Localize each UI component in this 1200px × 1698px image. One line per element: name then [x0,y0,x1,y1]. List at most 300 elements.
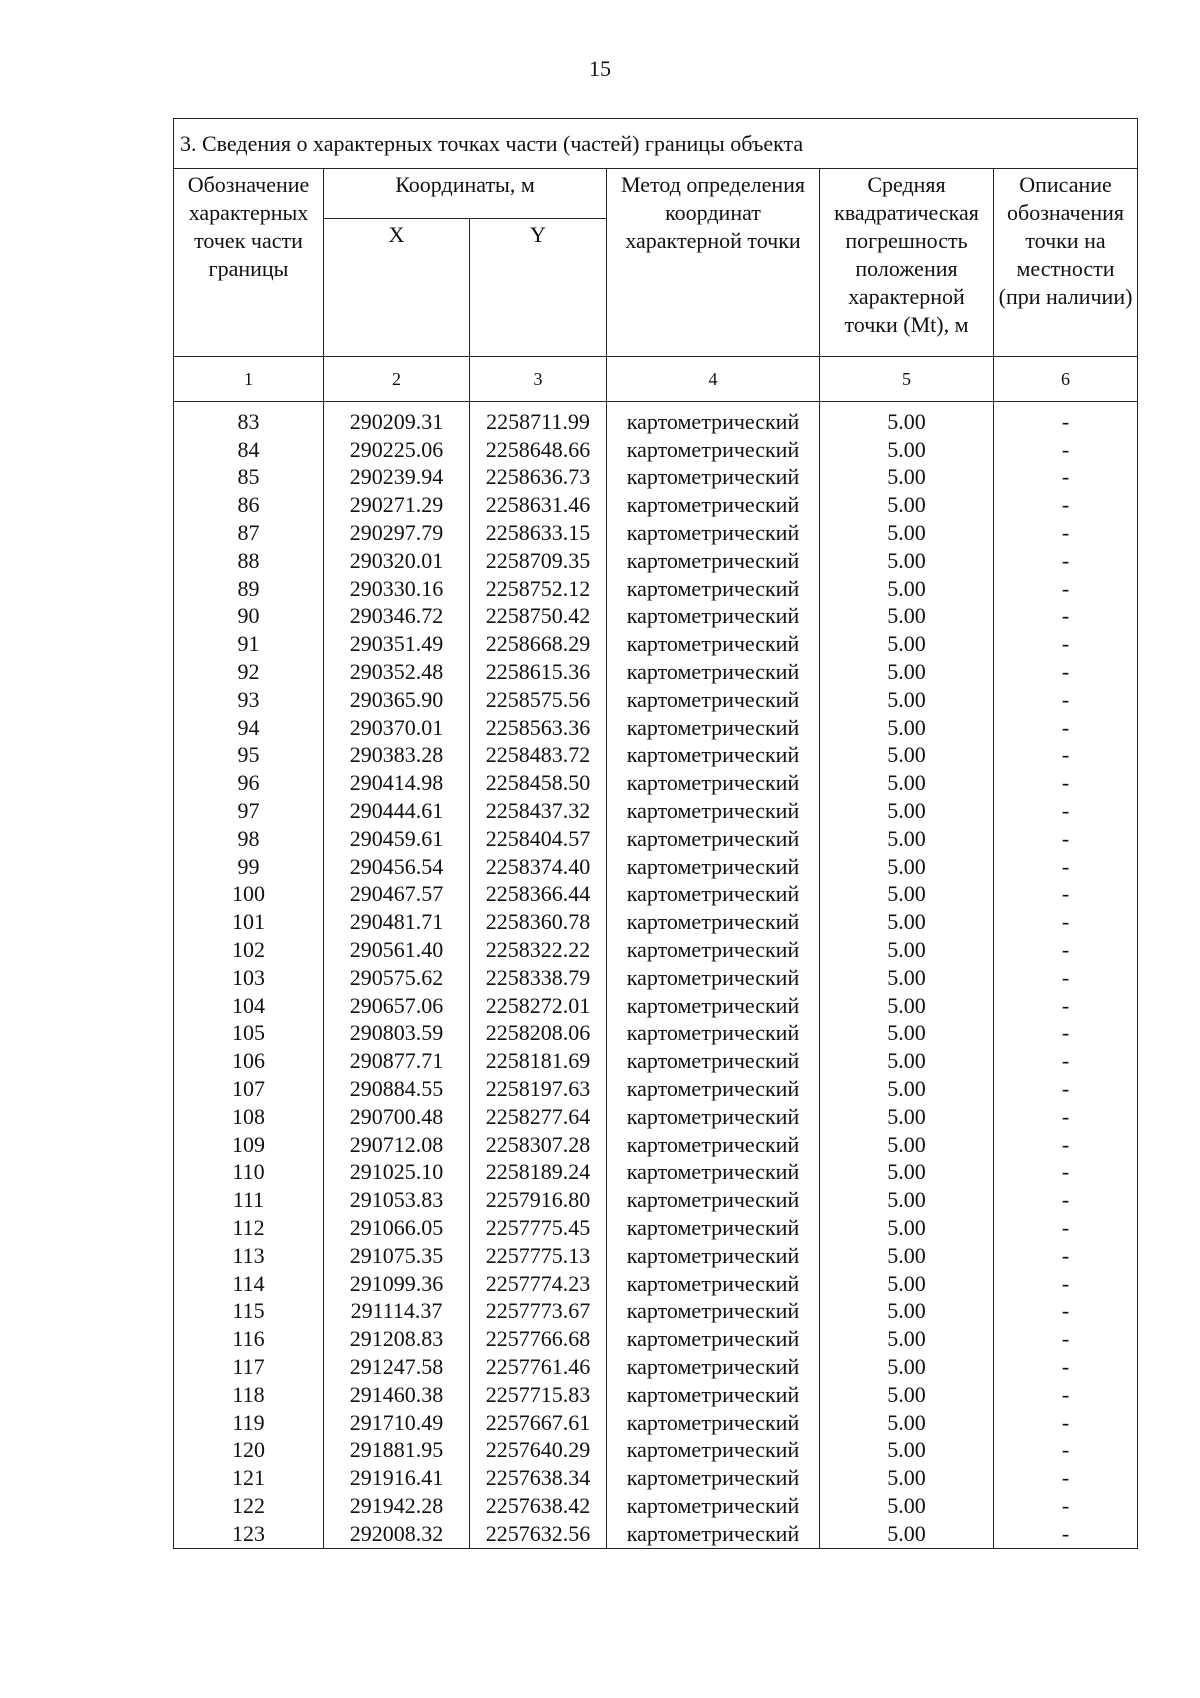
y-coordinate-cell: 2258181.69 [470,1047,607,1075]
error-cell: 5.00 [820,825,994,853]
description-cell: - [994,1464,1138,1492]
table-row [174,797,1138,825]
error-cell: 5.00 [820,1214,994,1242]
x-coordinate-cell: 290459.61 [324,825,470,853]
description-cell: - [994,1214,1138,1242]
header-coordinates: Координаты, м [324,169,607,219]
point-number-cell: 106 [174,1047,324,1075]
header-y: Y [470,219,607,357]
method-cell: картометрический [607,464,820,492]
x-coordinate-cell: 291460.38 [324,1381,470,1409]
point-number-cell: 109 [174,1131,324,1159]
description-cell: - [994,408,1138,436]
point-number-cell: 97 [174,797,324,825]
point-number-cell: 98 [174,825,324,853]
description-cell: - [994,1381,1138,1409]
x-coordinate-cell: 290700.48 [324,1103,470,1131]
description-cell: - [994,1492,1138,1520]
description-cell: - [994,1353,1138,1381]
point-number-cell: 121 [174,1464,324,1492]
point-number-cell: 123 [174,1520,324,1548]
header-method: Метод определения координат характерной точки [607,169,820,357]
x-coordinate-cell: 290657.06 [324,992,470,1020]
x-coordinate-cell: 290225.06 [324,436,470,464]
table-row [174,408,1138,436]
y-coordinate-cell: 2257715.83 [470,1381,607,1409]
error-cell: 5.00 [820,1047,994,1075]
description-cell: - [994,686,1138,714]
description-cell: - [994,714,1138,742]
table-row [174,714,1138,742]
x-coordinate-cell: 290456.54 [324,853,470,881]
table-row [174,1242,1138,1270]
point-number-cell: 118 [174,1381,324,1409]
x-coordinate-cell: 290320.01 [324,547,470,575]
description-cell: - [994,797,1138,825]
table-row [174,575,1138,603]
x-coordinate-cell: 290884.55 [324,1075,470,1103]
method-cell: картометрический [607,686,820,714]
error-cell: 5.00 [820,1186,994,1214]
description-cell: - [994,1047,1138,1075]
y-coordinate-cell: 2257916.80 [470,1186,607,1214]
error-cell: 5.00 [820,575,994,603]
description-cell: - [994,575,1138,603]
description-cell: - [994,964,1138,992]
table-row [174,1131,1138,1159]
point-number-cell: 107 [174,1075,324,1103]
table-row [174,1047,1138,1075]
point-number-cell: 112 [174,1214,324,1242]
method-cell: картометрический [607,575,820,603]
point-number-cell: 120 [174,1436,324,1464]
error-cell: 5.00 [820,464,994,492]
error-cell: 5.00 [820,686,994,714]
x-coordinate-cell: 291053.83 [324,1186,470,1214]
error-cell: 5.00 [820,1131,994,1159]
column-number-row [174,357,1138,402]
error-cell: 5.00 [820,491,994,519]
point-number-cell: 119 [174,1409,324,1437]
point-number-cell: 88 [174,547,324,575]
description-cell: - [994,1409,1138,1437]
method-cell: картометрический [607,408,820,436]
x-coordinate-cell: 290352.48 [324,658,470,686]
table-row [174,1353,1138,1381]
method-cell: картометрический [607,1298,820,1326]
error-cell: 5.00 [820,769,994,797]
point-number-cell: 96 [174,769,324,797]
header-x: X [324,219,470,357]
y-coordinate-cell: 2258189.24 [470,1159,607,1187]
point-number-cell: 111 [174,1186,324,1214]
table-row [174,686,1138,714]
y-coordinate-cell: 2258633.15 [470,519,607,547]
error-cell: 5.00 [820,1325,994,1353]
method-cell: картометрический [607,881,820,909]
table-row [174,853,1138,881]
method-cell: картометрический [607,1186,820,1214]
y-coordinate-cell: 2258322.22 [470,936,607,964]
x-coordinate-cell: 291916.41 [324,1464,470,1492]
header-designation: Обозначение характерных точек части границы [174,169,324,357]
table-row [174,881,1138,909]
table-row [174,547,1138,575]
point-number-cell: 91 [174,630,324,658]
y-coordinate-cell: 2258631.46 [470,491,607,519]
method-cell: картометрический [607,936,820,964]
point-number-cell: 117 [174,1353,324,1381]
point-number-cell: 102 [174,936,324,964]
error-cell: 5.00 [820,1242,994,1270]
table-row [174,825,1138,853]
column-number: 6 [994,357,1138,402]
method-cell: картометрический [607,547,820,575]
error-cell: 5.00 [820,1492,994,1520]
y-coordinate-cell: 2258208.06 [470,1020,607,1048]
error-cell: 5.00 [820,1075,994,1103]
point-number-cell: 90 [174,603,324,631]
description-cell: - [994,1075,1138,1103]
method-cell: картометрический [607,1075,820,1103]
table-row [174,658,1138,686]
point-number-cell: 103 [174,964,324,992]
x-coordinate-cell: 291114.37 [324,1298,470,1326]
point-number-cell: 92 [174,658,324,686]
method-cell: картометрический [607,1020,820,1048]
method-cell: картометрический [607,992,820,1020]
y-coordinate-cell: 2257774.23 [470,1270,607,1298]
method-cell: картометрический [607,1214,820,1242]
error-cell: 5.00 [820,1298,994,1326]
y-coordinate-cell: 2257638.42 [470,1492,607,1520]
error-cell: 5.00 [820,1159,994,1187]
error-cell: 5.00 [820,547,994,575]
method-cell: картометрический [607,853,820,881]
description-cell: - [994,491,1138,519]
x-coordinate-cell: 291942.28 [324,1492,470,1520]
table-row [174,908,1138,936]
description-cell: - [994,936,1138,964]
description-cell: - [994,881,1138,909]
point-number-cell: 93 [174,686,324,714]
y-coordinate-cell: 2257766.68 [470,1325,607,1353]
y-coordinate-cell: 2258709.35 [470,547,607,575]
table-row [174,1103,1138,1131]
point-number-cell: 116 [174,1325,324,1353]
method-cell: картометрический [607,908,820,936]
y-coordinate-cell: 2258711.99 [470,408,607,436]
error-cell: 5.00 [820,519,994,547]
description-cell: - [994,1242,1138,1270]
column-number: 1 [174,357,324,402]
error-cell: 5.00 [820,1270,994,1298]
table-row [174,964,1138,992]
error-cell: 5.00 [820,1103,994,1131]
header-description: Описание обозначения точки на местности (при наличии) [994,169,1138,357]
point-number-cell: 94 [174,714,324,742]
method-cell: картометрический [607,1520,820,1548]
method-cell: картометрический [607,1047,820,1075]
x-coordinate-cell: 291099.36 [324,1270,470,1298]
column-number: 3 [470,357,607,402]
x-coordinate-cell: 290803.59 [324,1020,470,1048]
point-number-cell: 108 [174,1103,324,1131]
y-coordinate-cell: 2258437.32 [470,797,607,825]
y-coordinate-cell: 2258615.36 [470,658,607,686]
x-coordinate-cell: 290712.08 [324,1131,470,1159]
x-coordinate-cell: 290370.01 [324,714,470,742]
y-coordinate-cell: 2257640.29 [470,1436,607,1464]
method-cell: картометрический [607,1492,820,1520]
x-coordinate-cell: 291247.58 [324,1353,470,1381]
x-coordinate-cell: 290271.29 [324,491,470,519]
y-coordinate-cell: 2257773.67 [470,1298,607,1326]
method-cell: картометрический [607,519,820,547]
description-cell: - [994,519,1138,547]
point-number-cell: 100 [174,881,324,909]
point-number-cell: 104 [174,992,324,1020]
description-cell: - [994,436,1138,464]
method-cell: картометрический [607,491,820,519]
description-cell: - [994,464,1138,492]
column-number: 4 [607,357,820,402]
x-coordinate-cell: 290365.90 [324,686,470,714]
point-number-cell: 85 [174,464,324,492]
error-cell: 5.00 [820,1520,994,1548]
y-coordinate-cell: 2258752.12 [470,575,607,603]
y-coordinate-cell: 2257632.56 [470,1520,607,1548]
description-cell: - [994,1298,1138,1326]
y-coordinate-cell: 2258575.56 [470,686,607,714]
description-cell: - [994,630,1138,658]
point-number-cell: 86 [174,491,324,519]
table-row [174,1270,1138,1298]
x-coordinate-cell: 291066.05 [324,1214,470,1242]
description-cell: - [994,1131,1138,1159]
point-number-cell: 105 [174,1020,324,1048]
point-number-cell: 83 [174,408,324,436]
method-cell: картометрический [607,1464,820,1492]
method-cell: картометрический [607,630,820,658]
error-cell: 5.00 [820,964,994,992]
point-number-cell: 95 [174,742,324,770]
description-cell: - [994,1325,1138,1353]
y-coordinate-cell: 2257775.45 [470,1214,607,1242]
method-cell: картометрический [607,742,820,770]
x-coordinate-cell: 291025.10 [324,1159,470,1187]
table-row [174,1436,1138,1464]
description-cell: - [994,825,1138,853]
table-row [174,1298,1138,1326]
method-cell: картометрический [607,1409,820,1437]
error-cell: 5.00 [820,630,994,658]
error-cell: 5.00 [820,992,994,1020]
method-cell: картометрический [607,1242,820,1270]
point-number-cell: 122 [174,1492,324,1520]
x-coordinate-cell: 292008.32 [324,1520,470,1548]
y-coordinate-cell: 2258648.66 [470,436,607,464]
error-cell: 5.00 [820,658,994,686]
column-number: 5 [820,357,994,402]
point-number-cell: 89 [174,575,324,603]
table-row [174,769,1138,797]
point-number-cell: 84 [174,436,324,464]
x-coordinate-cell: 290444.61 [324,797,470,825]
table-row [174,936,1138,964]
y-coordinate-cell: 2258483.72 [470,742,607,770]
y-coordinate-cell: 2258338.79 [470,964,607,992]
description-cell: - [994,1436,1138,1464]
error-cell: 5.00 [820,714,994,742]
table-row [174,1075,1138,1103]
y-coordinate-cell: 2258272.01 [470,992,607,1020]
error-cell: 5.00 [820,742,994,770]
table-row [174,491,1138,519]
table-row [174,1159,1138,1187]
x-coordinate-cell: 290297.79 [324,519,470,547]
description-cell: - [994,1020,1138,1048]
x-coordinate-cell: 290346.72 [324,603,470,631]
error-cell: 5.00 [820,936,994,964]
method-cell: картометрический [607,797,820,825]
x-coordinate-cell: 290383.28 [324,742,470,770]
description-cell: - [994,1270,1138,1298]
table-row [174,1520,1138,1548]
y-coordinate-cell: 2258636.73 [470,464,607,492]
description-cell: - [994,1520,1138,1548]
table-row [174,630,1138,658]
table-row [174,1214,1138,1242]
description-cell: - [994,992,1138,1020]
method-cell: картометрический [607,825,820,853]
y-coordinate-cell: 2257775.13 [470,1242,607,1270]
description-cell: - [994,1186,1138,1214]
description-cell: - [994,908,1138,936]
description-cell: - [994,1159,1138,1187]
method-cell: картометрический [607,964,820,992]
description-cell: - [994,853,1138,881]
x-coordinate-cell: 290351.49 [324,630,470,658]
y-coordinate-cell: 2258197.63 [470,1075,607,1103]
table-row [174,1464,1138,1492]
method-cell: картометрический [607,1325,820,1353]
y-coordinate-cell: 2258277.64 [470,1103,607,1131]
boundary-points-table [173,118,1138,1549]
description-cell: - [994,658,1138,686]
table-row [174,1186,1138,1214]
x-coordinate-cell: 290575.62 [324,964,470,992]
y-coordinate-cell: 2258360.78 [470,908,607,936]
y-coordinate-cell: 2258404.57 [470,825,607,853]
x-coordinate-cell: 291075.35 [324,1242,470,1270]
error-cell: 5.00 [820,1381,994,1409]
error-cell: 5.00 [820,408,994,436]
method-cell: картометрический [607,714,820,742]
x-coordinate-cell: 290330.16 [324,575,470,603]
point-number-cell: 101 [174,908,324,936]
y-coordinate-cell: 2258458.50 [470,769,607,797]
error-cell: 5.00 [820,436,994,464]
y-coordinate-cell: 2258750.42 [470,603,607,631]
error-cell: 5.00 [820,603,994,631]
x-coordinate-cell: 291881.95 [324,1436,470,1464]
method-cell: картометрический [607,436,820,464]
y-coordinate-cell: 2257638.34 [470,1464,607,1492]
x-coordinate-cell: 290481.71 [324,908,470,936]
error-cell: 5.00 [820,881,994,909]
method-cell: картометрический [607,1381,820,1409]
table-row [174,436,1138,464]
method-cell: картометрический [607,658,820,686]
x-coordinate-cell: 291208.83 [324,1325,470,1353]
y-coordinate-cell: 2257761.46 [470,1353,607,1381]
point-number-cell: 87 [174,519,324,547]
table-row [174,1381,1138,1409]
y-coordinate-cell: 2258307.28 [470,1131,607,1159]
table-row [174,464,1138,492]
method-cell: картометрический [607,603,820,631]
table-row [174,1020,1138,1048]
column-number: 2 [324,357,470,402]
error-cell: 5.00 [820,1409,994,1437]
x-coordinate-cell: 290239.94 [324,464,470,492]
method-cell: картометрический [607,1131,820,1159]
description-cell: - [994,603,1138,631]
method-cell: картометрический [607,1270,820,1298]
method-cell: картометрический [607,1436,820,1464]
description-cell: - [994,1103,1138,1131]
x-coordinate-cell: 290467.57 [324,881,470,909]
method-cell: картометрический [607,1353,820,1381]
table-row [174,1409,1138,1437]
method-cell: картометрический [607,1159,820,1187]
page-number: 15 [589,56,611,81]
x-coordinate-cell: 290877.71 [324,1047,470,1075]
table-row [174,1325,1138,1353]
method-cell: картометрический [607,769,820,797]
error-cell: 5.00 [820,908,994,936]
point-number-cell: 114 [174,1270,324,1298]
error-cell: 5.00 [820,1436,994,1464]
header-error: Средняя квадратическая погрешность положения характерной точки (Mt), м [820,169,994,357]
x-coordinate-cell: 291710.49 [324,1409,470,1437]
error-cell: 5.00 [820,1020,994,1048]
error-cell: 5.00 [820,1353,994,1381]
x-coordinate-cell: 290209.31 [324,408,470,436]
description-cell: - [994,547,1138,575]
error-cell: 5.00 [820,1464,994,1492]
error-cell: 5.00 [820,853,994,881]
description-cell: - [994,769,1138,797]
y-coordinate-cell: 2258668.29 [470,630,607,658]
y-coordinate-cell: 2258374.40 [470,853,607,881]
y-coordinate-cell: 2258563.36 [470,714,607,742]
y-coordinate-cell: 2257667.61 [470,1409,607,1437]
table-row [174,992,1138,1020]
table-row [174,603,1138,631]
point-number-cell: 99 [174,853,324,881]
x-coordinate-cell: 290561.40 [324,936,470,964]
point-number-cell: 110 [174,1159,324,1187]
method-cell: картометрический [607,1103,820,1131]
y-coordinate-cell: 2258366.44 [470,881,607,909]
table-row [174,519,1138,547]
error-cell: 5.00 [820,797,994,825]
x-coordinate-cell: 290414.98 [324,769,470,797]
table-row [174,742,1138,770]
point-number-cell: 113 [174,1242,324,1270]
